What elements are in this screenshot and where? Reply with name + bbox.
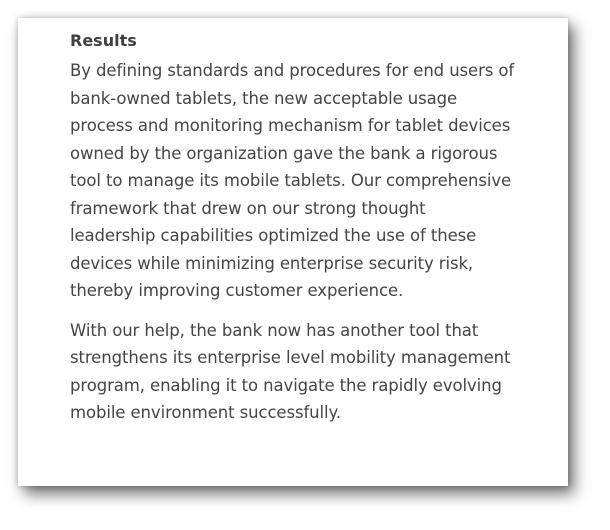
text-line: process and monitoring mechanism for tablet devices (70, 116, 511, 135)
paragraph-conclusion (70, 317, 548, 427)
paragraph-results-summary (70, 57, 548, 305)
text-line: program, enabling it to navigate the rapidly evolving (70, 375, 502, 395)
text-line: With our help, the bank now has another tool that (70, 320, 479, 340)
text-line: mobile environment successfully. (70, 403, 341, 422)
text-line: leadership capabilities optimized the use of these (70, 226, 477, 245)
text-line: bank-owned tablets, the new acceptable usage (70, 88, 458, 108)
text-line: owned by the organization gave the bank a rigorous (70, 143, 498, 163)
text-line: tool to manage its mobile tablets. Our comprehensive (70, 171, 512, 190)
text-line: thereby improving customer experience. (70, 281, 404, 300)
section-heading: Results (70, 31, 137, 50)
text-line: framework that drew on our strong thought (70, 198, 426, 218)
text-line: By defining standards and procedures for end users of (70, 61, 515, 80)
text-line: devices while minimizing enterprise security risk, (70, 253, 474, 273)
document-card (18, 18, 568, 486)
text-line: strengthens its enterprise level mobility management (70, 348, 511, 367)
